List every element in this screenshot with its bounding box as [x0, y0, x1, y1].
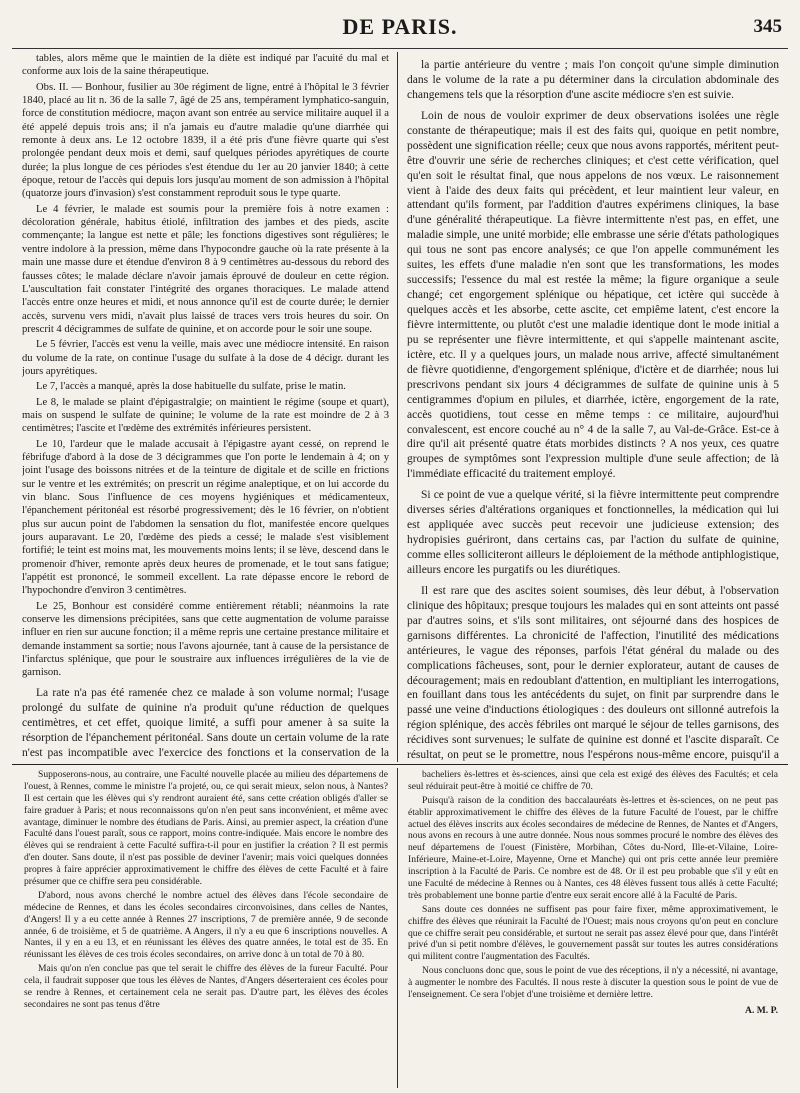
paragraph: bacheliers ès-lettres et ès-sciences, ainsi que cela est exigé des élèves des Facultés; et cela seul réduirait peut-être à moitié ce chiffre de 70. — [408, 769, 778, 792]
upper-right-column — [407, 52, 779, 762]
page-number: 345 — [753, 16, 782, 37]
lower-left-column — [24, 769, 388, 1085]
paragraph: tables, alors même que le maintien de la diète est indiqué par l'acuité du mal et conforme aux lois de la saine thérapeutique. — [22, 53, 389, 78]
running-title: DE PARIS. — [342, 14, 458, 39]
paragraph: Puisqu'à raison de la condition des baccalauréats ès-lettres et ès-sciences, on ne peut pas établir approximativement le chiffre des élèves de la future Faculté de l'ouest, par le chiffre actuel des élèves inscrits aux écoles secondaires de médecine de Rennes, de Nantes et d'Angers, nous avons en recours à une autre donnée. Nous nous sommes procuré le nombre des élèves des neuf départemens de l'ouest (Finistère, Morbihan, Côtes du-Nord, Ille-et-Vilaine, Loire-Inférieure, Maine-et-Loire, Mayenne, Orne et Manche) qui ont pris cette année leur première inscription à la Faculté de Paris. Ce nombre est de 48. Or il est peu probable que s'il y eût en une Faculté de médecine à Rennes ou à Nantes, ces 48 élèves fussent tous allés à cette Faculté; très probablement une bonne partie d'entre eux serait encore allé à la Faculté de Paris. — [408, 794, 778, 901]
paragraph: Le 10, l'ardeur que le malade accusait à l'épigastre ayant cessé, on reprend le fébrifuge d'abord à la dose de 3 décigrammes que l'on porte le lendemain à 4; on y joint l'usage des boissons nitrées et de la teinture de digitale et de scille en frictions sur le ventre et les extrémités; on prescrit un régime analeptique, et on lui accorde du vin blanc. Sous l'influence de ces moyens hygiéniques et médicamenteux, l'épanchement péritonéal est résorbé progressivement; dès le 16 février, on n'obtient plus sur aucun point de l'abdomen la sensation du flot, manifestée encore quelques jours auparavant. Le 20, l'œdème des pieds a cessé; le malade s'est visiblement fortifié; le teint est moins mat, les mouvements moins lents; il se lève, descend dans le promenoir d'hiver, remonte après deux heures de promenade, et le tout sans fatigue; l'appétit est prononcé, le sommeil excellent. La rate dépasse encore le rebord de l'hypochondre d'environ 3 centimètres. — [22, 438, 389, 597]
paragraph: D'abord, nous avons cherché le nombre actuel des élèves dans l'école secondaire de médecine de Rennes, et dans les écoles secondaires circonvoisines, dans celles de Nantes, d'Angers! Il y a eu cette année à Rennes 27 inscriptions, 7 de première année, 9 de seconde année, 6 de troisième, et 5 de quatrième. A Angers, il n'y a eu que 6 inscriptions nouvelles. A Nantes, il y en a eu 13, et en réunissant les élèves des quatre années, le total est de 35. En réunissant les élèves de ces trois écoles secondaires, on arrive donc à un total de 70 à 80. — [24, 889, 388, 961]
observation-heading-paragraph: Obs. II. — Bonhour, fusilier au 30e régiment de ligne, entré à l'hôpital le 3 février 1840, placé au lit n. 36 de la salle 7, âgé de 25 ans, tempérament lymphatico-sanguin, force de constitution médiocre, maçon avant son entrée au service militaire auquel il a été appelé depuis trois ans; il n'a jamais eu d'autre maladie qu'une diarrhée qui remonte à deux ans. Le 12 octobre 1839, il a été pris d'une fièvre quarte qui s'est prolongée pendant deux mois et demi, sauf quelques périodes apyrétiques de courte durée; la plus longue de ces périodes s'est étendue du 1er au 20 janvier 1840; à cette époque, retour de l'accès qui depuis lors jusqu'au moment de son admission à l'hôpital (quatorze jours d'invasion) s'est constamment reproduit sous le type quarte. — [22, 81, 389, 200]
paragraph: Mais qu'on n'en conclue pas que tel serait le chiffre des élèves de la fureur Faculté. Pour cela, il faudrait supposer que tous les élèves de Nantes, d'Angers déserteraient ces écoles pour se rendre à Rennes, et certainement cela ne serait pas. D'autre part, les élèves des écoles secondaires ne sont pas tenus d'être — [24, 963, 388, 1010]
paragraph: la partie antérieure du ventre ; mais l'on conçoit qu'une simple diminution dans le volume de la rate a pu déterminer dans la circulation abdominale des changemens tels que la résorption d'une ascite médiocre s'en est suivie. — [407, 59, 779, 101]
paragraph: Le 7, l'accès a manqué, après la dose habituelle du sulfate, prise le matin. — [36, 381, 346, 393]
signature: A. M. P. — [745, 1004, 778, 1016]
paragraph: Le 4 février, le malade est soumis pour la première fois à notre examen : décoloration générale, habitus étiolé, infiltration des jambes et des pieds, ascite commençante; la langue est nette et pâle; les fonctions digestives sont régulières; le ventre indolore à la pression, même dans l'hypocondre gauche où la rate présente à la main une masse dure et étendue d'environ 8 à 9 centimètres au-dessous du rebord des fausses côtes; le malade déclare n'avoir jamais éprouvé de douleur en cette région. L'auscultation fait constater l'intégrité des organes thoraciques. Le malade attend l'accès entre onze heures et midi, et nous annonce qu'il est de courte durée; le dernier accès, survenu vers midi, n'avait plus laissé de traces vers trois heures du soir. On prescrit 4 décigrammes de sulfate de quinine, et on accorde pour le soir une soupe. — [22, 203, 389, 335]
lower-right-column — [408, 769, 778, 1085]
upper-left-column — [22, 52, 389, 762]
paragraph: Le 8, le malade se plaint d'épigastralgie; on maintient le régime (soupe et quart), mais on suspend le sulfate de quinine; le volume de la rate est moindre de 2 à 3 centimètres; l'ascite et l'œdème des extrémités inférieures persistent. — [22, 396, 389, 435]
paragraph: Supposerons-nous, au contraire, une Faculté nouvelle placée au milieu des départemens de l'ouest, à Rennes, comme le ministre l'a projeté, ou, ce qui serait mieux, selon nous, à Nantes? Il est certain que les élèves qui s'y rendront auraient été, sans cette création obligés d'aller se faire graduer à Paris; et nous reconnaissons qu'on n'en peut sans inconvénient, et même avec avantage, diminuer le nombre des étudians de Paris. Ainsi, au premier aspect, la création d'une Faculté dans l'ouest paraît, sous ce rapport, moins contre-indiquée. Mais encore le nombre des élèves qui se rendraient à cette Faculté suffira-t-il pour en justifier la création ? Il est permis d'en douter. Sans doute, il n'est pas possible de deviner l'avenir; mais voici quelques données propres à faire apprécier approximativement le chiffre des élèves de cette Faculté et à faire présumer que ce chiffre sera peu considérable. — [24, 769, 388, 888]
paragraph: Nous concluons donc que, sous le point de vue des réceptions, il n'y a nécessité, ni avantage, à augmenter le nombre des Facultés. Il nous reste à discuter la question sous le point de vue de l'enseignement. Ce sera l'objet d'une troisième et dernière lettre. — [408, 965, 778, 1001]
column-divider — [397, 52, 398, 762]
paragraph: Le 25, Bonhour est considéré comme entièrement rétabli; néanmoins la rate conserve les dimensions précipitées, sans que cette augmentation de volume paraisse influer en rien sur aucune fonction; il a même repris une certaine prestance militaire et demande instamment sa sortie; nous l'avons ajournée, tant à cause de la persistance de l'infarctus splénique, que pour le soustraire aux influences irrégulières de la vie de garnison. — [22, 600, 389, 679]
paragraph: Loin de nous de vouloir exprimer de deux observations isolées une règle constante de thérapeutique; mais il est des faits qui, quoique en petit nombre, possèdent une signification réelle; ceux que nous avons rapportés, méritent peut-être d'ouvrir une série de recherches cliniques; et c'est cette vérification, quel qu'en soit le résultat final, que nous appelons de nos vœux. Le raisonnement vient à l'aide des deux faits qui précèdent, et leur maintient leur valeur, en attendant qu'ils forment, par l'addition d'autres expérimens cliniques, la base d'une généralité thérapeutique. La fièvre intermittente n'est pas, en effet, une maladie simple, une unité morbide; elle embrasse une série d'états pathologiques qui tous ne sont pas encore analysés; ce que l'on appelle communément les suites, les effets d'une maladie n'en sont que les transformations, les modes successifs; l'essence du mal est restée la même; la figure organique a seule changé; cet engorgement splénique ou hépatique, cet ictère qui succède à quelques accès et les absorbe, cette ascite, cet empiême latent, c'est encore la fièvre intermittente, ou plutôt c'est une maladie identique dont le mode initial a pu se représenter une fièvre intermittente, et qui s'appelle maintenant ascite, ictère, etc. Il y a quelques jours, un malade nous arrive, affecté simultanément de fièvre quotidienne, d'engorgement splénique, d'ictère et de diarrhée; nous lui prescrivons pendant six jours 4 décigrammes de sulfate de quinine unis à 5 centigrammes d'opium en pilules, et diarrhée, ictère, engorgement de la rate, accès quotidiens, tout cesse en même temps : ce militaire, aujourd'hui convalescent, est encore couché au n° 4 de la salle 7, au Val-de-Grâce. Est-ce à dire qu'il ait présenté quatre états morbides distincts ? A nos yeux, ces quatre groupes de symptômes sont l'expression multiple d'une seule affection; de là l'immédiate efficacité du traitement employé. — [407, 109, 779, 481]
paragraph: Il est rare que des ascites soient soumises, dès leur début, à l'observation clinique des hôpitaux; presque toujours les malades qui en sont atteints ont passé par d'autres soins, et s'ils sont militaires, ont séjourné dans des hospices de garnisons différentes. La chronicité de l'affection, l'inutilité des médications antérieures, le vague des réponses, parfois l'état général du malade ou des complications fâcheuses, sont, pour le dernier explorateur, autant de causes de découragement; mais en redoublant d'attention, en multipliant les interrogations, en fouillant dans tous les antécédents du sujet, on finit par surprendre dans le passé une veine d'inductions étiologiques : des douleurs ont sillonné autrefois la région splénique, des accès fébriles ont marqué le séjour de telles garnisons, des récidives sont survenues; le sulfate de quinine est donné et l'ascite disparaît. Ce résultat, on peut se le promettre, nous l'espérons nous-même encore, puisqu'il a — [407, 584, 779, 762]
paragraph: Le 5 février, l'accès est venu la veille, mais avec une médiocre intensité. En raison du volume de la rate, on continue l'usage du sulfate à la dose de 4 décigr. durant les jours apyrétiques. — [22, 339, 389, 377]
feuilleton-rule — [12, 764, 788, 765]
paragraph: Sans doute ces données ne suffisent pas pour faire fixer, même approximativement, le chiffre des élèves que réunirait la Faculté de l'Ouest; mais nous croyons qu'on peut en conclure que ce chiffre serait peu considérable, et surtout ne serait pas assez élevé pour que, dans l'intérêt privé d'un si petit nombre d'élèves, le gouvernement passât sur toutes les autres considérations qui militent contre l'augmentation des Facultés. — [408, 903, 778, 963]
closing-paragraph: La rate n'a pas été ramenée chez ce malade à son volume normal; l'usage prolongé du sulfate de quinine n'a produit qu'une réduction de quelques centimètres, et cet effet, quoique limité, a suffi pour amener à sa suite la résorption de l'épanchement péritonéal. Sans doute un certain volume de la rate n'est pas incompatible avec l'exercice des fonctions et la conservation de la — [22, 686, 389, 759]
paragraph: Si ce point de vue a quelque vérité, si la fièvre intermittente peut comprendre diverses séries d'altérations organiques et fonctionnelles, la médication qui lui est appliquée avec succès peut recevoir une judicieuse extension; des hydropisies guériront, dans certains cas, par l'action du sulfate de quinine, comme elles solliciteront ailleurs le déploiement de la méthode antiphlogistique, ailleurs encore les purgatifs ou les diurétiques. — [407, 489, 779, 576]
header-rule — [12, 48, 788, 49]
column-divider — [397, 768, 398, 1088]
page-header — [0, 0, 800, 46]
